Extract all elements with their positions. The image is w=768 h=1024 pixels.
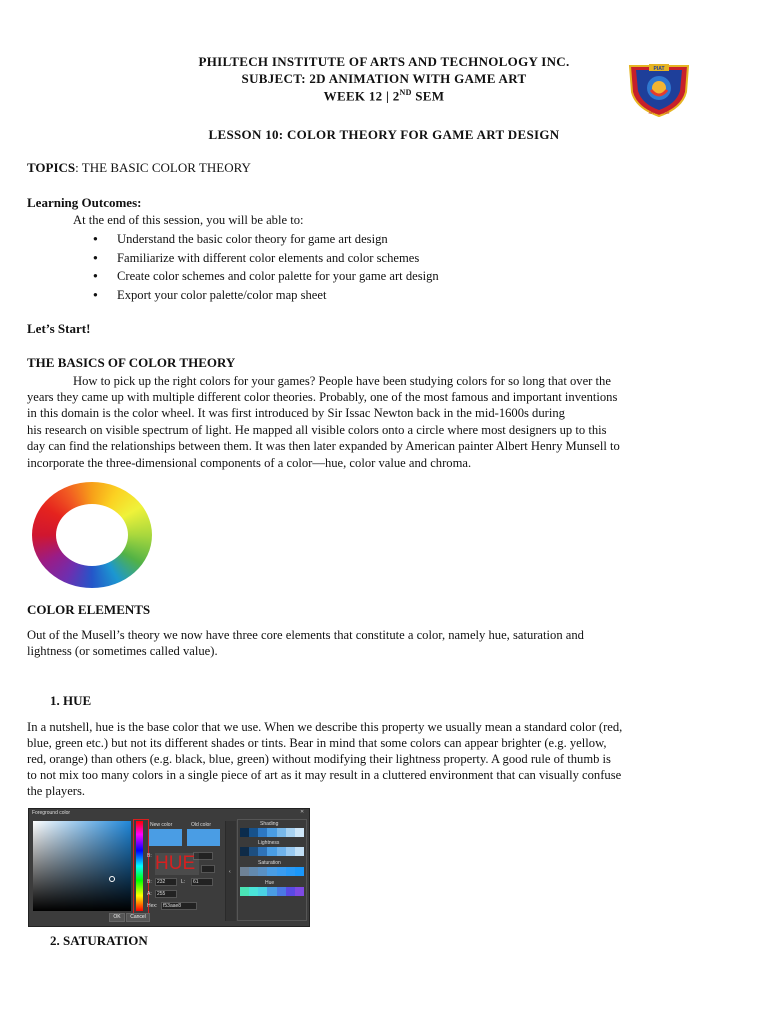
logo-bottom-text: APPARATUS: [648, 111, 670, 115]
hue-palette-label: Hue: [265, 880, 275, 886]
saturation-row[interactable]: [240, 867, 304, 876]
color-field[interactable]: [33, 821, 131, 911]
hue-line: blue, green etc.) but not its different shades or tints. Bear in mind that some colors can appear brighter (e.g. yellow,: [27, 736, 607, 750]
new-color-swatch: [149, 829, 182, 846]
old-color-swatch: [187, 829, 220, 846]
basics-line: How to pick up the right colors for your games? People have been studying colors for so long that over the: [73, 374, 611, 388]
cancel-button[interactable]: Cancel: [126, 913, 150, 922]
saturation-label: Saturation: [258, 860, 281, 866]
learning-outcomes-list: [73, 230, 439, 304]
hue-highlight-box: [133, 819, 149, 915]
week-superscript: ND: [399, 88, 412, 97]
basics-line: years they came up with multiple different color theories. Probably, one of the most famous and important inventions: [27, 390, 618, 404]
dialog-title: Foreground color: [32, 810, 71, 816]
lets-start-heading: Let’s Start!: [27, 321, 91, 336]
week-prefix: WEEK 12 | 2: [323, 88, 400, 104]
hex-label: Hex:: [147, 903, 158, 909]
list-item: ● Export your color palette/color map sheet: [73, 286, 439, 305]
color-picker-dialog: [28, 808, 310, 927]
color-elements-line: lightness (or sometimes called value).: [27, 644, 218, 658]
lesson-title: LESSON 10: COLOR THEORY FOR GAME ART DESIGN: [208, 127, 560, 142]
color-wheel-center: [56, 504, 128, 566]
b-label: B:: [147, 853, 152, 859]
old-color-label: Old color: [191, 822, 212, 828]
b2-label: B:: [147, 879, 152, 885]
palette-panel: [237, 819, 307, 921]
basics-line: day can find the relationships between them. It was then later expanded by American painter Albert Henry Munsell to: [27, 439, 620, 453]
palette-divider: [225, 821, 236, 921]
list-item: ● Create color schemes and color palette for your game art design: [73, 267, 439, 286]
learning-outcomes-heading: Learning Outcomes:: [27, 195, 142, 210]
list-item: ● Understand the basic color theory for game art design: [73, 230, 439, 249]
list-item: ● Familiarize with different color elements and color schemes: [73, 249, 439, 268]
lightness-label: Lightness: [258, 840, 280, 846]
basics-heading: THE BASICS OF COLOR THEORY: [27, 355, 236, 370]
logo-top-text: PIAT: [653, 66, 665, 72]
color-elements-heading: COLOR ELEMENTS: [27, 602, 151, 617]
basics-line: incorporate the three-dimensional components of a color—hue, color value and chroma.: [27, 456, 472, 470]
hex-input[interactable]: f53aae8: [161, 902, 197, 910]
l-label: L:: [181, 879, 186, 885]
topics-text: : THE BASIC COLOR THEORY: [75, 160, 251, 175]
saturation-heading: 2. SATURATION: [50, 933, 148, 948]
hue-line: In a nutshell, hue is the base color that we use. When we describe this property we usually mean a standard color (red,: [27, 720, 623, 734]
hue-line: red, orange) than others (e.g. black, blue, green) without modifying their lightness property. A good rule of thumb is: [27, 752, 611, 766]
topics-line: [27, 160, 251, 176]
topics-label: TOPICS: [27, 160, 76, 175]
chevron-left-icon[interactable]: ‹: [229, 869, 231, 875]
hue-row[interactable]: [240, 887, 304, 896]
b-input-small[interactable]: [201, 865, 215, 873]
subject-line: SUBJECT: 2D ANIMATION WITH GAME ART: [241, 71, 527, 86]
hue-line: to not mix too many colors in a single piece of art as it may result in a cluttered environment that can visually confuse: [27, 768, 622, 782]
hue-overlay-label: HUE: [155, 853, 199, 875]
shading-label: Shading: [260, 821, 279, 827]
a-value-input[interactable]: 255: [155, 890, 177, 898]
color-field-cursor[interactable]: [109, 876, 115, 882]
institute-name: PHILTECH INSTITUTE OF ARTS AND TECHNOLOGY INC.: [198, 54, 570, 69]
basics-line: in this domain is the color wheel. It was first introduced by Sir Issac Newton back in the mid-1600s during: [27, 406, 565, 420]
b-value-input[interactable]: 232: [155, 878, 177, 886]
basics-line: his research on visible spectrum of light. He mapped all visible colors onto a circle where most designers up to this: [27, 423, 607, 437]
shading-row[interactable]: [240, 828, 304, 837]
hue-heading: 1. HUE: [50, 693, 92, 708]
a-label: A:: [147, 891, 152, 897]
color-elements-line: Out of the Musell’s theory we now have three core elements that constitute a color, namely hue, saturation and: [27, 628, 584, 642]
l-value-input[interactable]: 61: [191, 878, 213, 886]
learning-outcomes-intro: At the end of this session, you will be able to:: [73, 213, 304, 227]
hue-line: the players.: [27, 784, 86, 798]
close-icon[interactable]: ✕: [300, 809, 305, 815]
lightness-row[interactable]: [240, 847, 304, 856]
new-color-label: New color: [150, 822, 173, 828]
week-suffix: SEM: [411, 88, 445, 104]
school-logo: [624, 60, 694, 120]
ok-button[interactable]: OK: [109, 913, 125, 922]
